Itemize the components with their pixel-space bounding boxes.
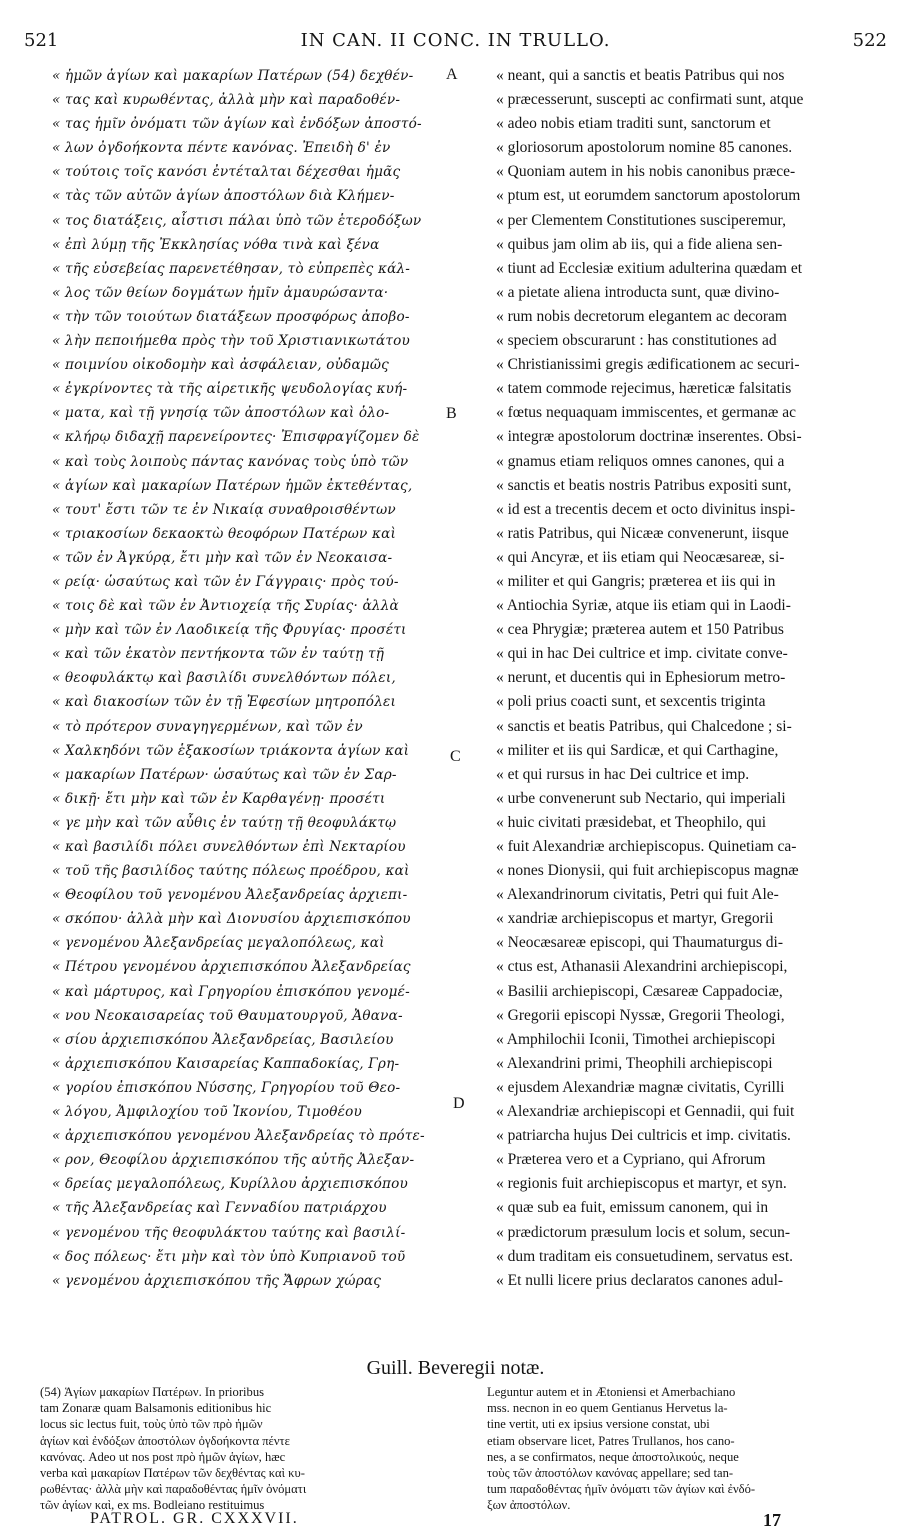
greek-text-line: « τοις δὲ καὶ τῶν ἐν Ἀντιοχείᾳ τῆς Συρίας· ἀλλὰ: [52, 598, 399, 615]
latin-text-line: « Amphilochii Iconii, Timothei archiepiscopi: [496, 1030, 776, 1048]
latin-text-line: « et qui rursus in hac Dei cultrice et imp.: [496, 765, 750, 783]
page-footer: [90, 1510, 781, 1532]
notes-right-column: [487, 1384, 882, 1514]
latin-text-line: « dum traditam eis consuetudinem, servatus est.: [496, 1247, 794, 1265]
latin-text-line: « regionis fuit archiepiscopus et martyr, et syn.: [496, 1175, 787, 1193]
note-line: ρωθέντας· ἀλλὰ μὴν καὶ παραδοθέντας ἡμῖν ὀνόματι: [40, 1482, 307, 1497]
latin-text-line: « urbe convenerunt sub Nectario, qui imperiali: [496, 789, 786, 807]
greek-text-line: « ματα, καὶ τῇ γνησίᾳ τῶν ἀποστόλων καὶ ὁλο-: [52, 405, 390, 422]
latin-text-line: « Alexandrini primi, Theophili archiepiscopi: [496, 1054, 773, 1072]
greek-text-line: « γε μὴν καὶ τῶν αὖθις ἐν ταύτῃ τῇ θεοφυλάκτῳ: [52, 814, 397, 831]
greek-text-line: « ἀρχιεπισκόπου γενομένου Ἀλεξανδρείας τὸ πρότε-: [52, 1128, 425, 1145]
note-line: tum παραδοθέντας ἡμῖν ὀνόματι τῶν ἁγίων καὶ ἐνδό-: [487, 1482, 756, 1497]
greek-text-line: « ἀρχιεπισκόπου Καισαρείας Καππαδοκίας, Γρη-: [52, 1055, 400, 1072]
note-line: tam Zonaræ quam Balsamonis editionibus hic: [40, 1401, 272, 1416]
greek-text-line: « Πέτρου γενομένου ἀρχιεπισκόπου Ἀλεξανδρείας: [52, 959, 411, 976]
latin-text-line: « ctus est, Athanasii Alexandrini archiepiscopi,: [496, 958, 788, 976]
latin-text-line: « qui Ancyræ, et iis etiam qui Neocæsareæ, si-: [496, 548, 785, 566]
greek-text-column: [52, 64, 458, 1293]
greek-text-line: « τῶν ἐν Ἀγκύρᾳ, ἔτι μὴν καὶ τῶν ἐν Νεοκαισα-: [52, 549, 393, 566]
section-marker-c: C: [450, 748, 461, 765]
latin-text-line: « ratis Patribus, qui Nicææ convenerunt, iisque: [496, 524, 789, 542]
greek-text-line: « λὴν πεποιήμεθα πρὸς τὴν τοῦ Χριστιανικωτάτου: [52, 333, 410, 350]
latin-text-line: « rum nobis decretorum elegantem ac decoram: [496, 307, 787, 325]
latin-text-line: « ejusdem Alexandriæ magnæ civitatis, Cyrilli: [496, 1078, 785, 1096]
latin-text-line: « prædictorum præsulum locis et solum, secun-: [496, 1223, 791, 1241]
latin-text-line: « Alexandrinorum civitatis, Petri qui fuit Ale-: [496, 886, 779, 904]
latin-text-line: « cea Phrygiæ; præterea autem et 150 Patribus: [496, 621, 784, 639]
greek-text-line: « καὶ τῶν ἑκατὸν πεντήκοντα τῶν ἐν ταύτῃ τῇ: [52, 646, 385, 663]
running-header: [24, 30, 887, 64]
note-line: etiam observare licet, Patres Trullanos, hos cano-: [487, 1433, 735, 1448]
greek-text-line: « τας ἡμῖν ὀνόματι τῶν ἁγίων καὶ ἐνδόξων ἀποστό-: [52, 116, 422, 133]
note-line: τοὺς τῶν ἀποστόλων κανόνας appellare; sed tan-: [487, 1465, 734, 1480]
latin-text-line: « id est a trecentis decem et octo divinitus inspi-: [496, 500, 796, 518]
greek-text-line: « καὶ τοὺς λοιποὺς πάντας κανόνας τοὺς ὑπὸ τῶν: [52, 453, 409, 470]
greek-text-line: « ποιμνίου οἰκοδομὴν καὶ ἀσφάλειαν, οὐδαμῶς: [52, 357, 390, 374]
page-number-left: 521: [24, 30, 59, 51]
latin-text-line: « poli prius coacti sunt, et sexcentis triginta: [496, 693, 766, 711]
greek-text-line: « τῆς εὐσεβείας παρενετέθησαν, τὸ εὐπρεπὲς κάλ-: [52, 260, 411, 277]
greek-text-line: « ἡμῶν ἁγίων καὶ μακαρίων Πατέρων (54) δεχθέν-: [52, 68, 414, 84]
latin-text-line: « Neocæsareæ episcopi, qui Thaumaturgus di-: [496, 934, 783, 952]
latin-text-line: « nones Dionysii, qui fuit archiepiscopus magnæ: [496, 862, 799, 880]
greek-text-line: « Θεοφίλου τοῦ γενομένου Ἀλεξανδρείας ἀρχιεπι-: [52, 887, 408, 904]
greek-text-line: « τριακοσίων δεκαοκτὼ θεοφόρων Πατέρων καὶ: [52, 525, 396, 542]
greek-text-line: « τὴν τῶν τοιούτων διατάξεων προσφόρως ἀποβο-: [52, 308, 410, 325]
latin-text-line: « Præterea vero et a Cypriano, qui Afrorum: [496, 1151, 766, 1169]
greek-text-line: « ἁγίων καὶ μακαρίων Πατέρων ἡμῶν ἐκτεθέντας,: [52, 477, 413, 494]
greek-text-line: « θεοφυλάκτῳ καὶ βασιλίδι συνελθόντων πόλει,: [52, 670, 396, 687]
greek-text-line: « Χαλκηδόνι τῶν ἑξακοσίων τριάκοντα ἁγίων καὶ: [52, 742, 410, 759]
latin-text-line: « præcesserunt, suscepti ac confirmati sunt, atque: [496, 91, 804, 109]
latin-text-line: « Et nulli licere prius declaratos canones adul-: [496, 1271, 784, 1289]
note-line: locus sic lectus fuit, τοὺς ὑπὸ τῶν πρὸ ἡμῶν: [40, 1417, 263, 1432]
section-marker-a: A: [446, 66, 458, 83]
latin-text-line: « Alexandriæ archiepiscopi et Gennadii, qui fuit: [496, 1103, 795, 1121]
greek-text-line: « λων ὀγδοήκοντα πέντε κανόνας. Ἐπειδὴ δ' ἐν: [52, 140, 391, 157]
latin-text-line: « integræ apostolorum doctrinæ inserentes. Obsi-: [496, 428, 802, 446]
greek-text-line: « τὰς τῶν αὐτῶν ἁγίων ἀποστόλων διὰ Κλήμεν-: [52, 188, 395, 205]
latin-text-line: « fœtus nequaquam immiscentes, et germanæ ac: [496, 404, 797, 422]
greek-text-line: « καὶ βασιλίδι πόλει συνελθόντων ἐπὶ Νεκταρίου: [52, 839, 406, 855]
latin-text-line: « Christianissimi gregis ædificationem ac securi-: [496, 356, 800, 374]
section-marker-d: D: [453, 1095, 465, 1112]
greek-text-line: « δος πόλεως· ἔτι μὴν καὶ τὸν ὑπὸ Κυπριανοῦ τοῦ: [52, 1248, 406, 1265]
note-line: nes, a se confirmatos, neque ἀποστολικούς, neque: [487, 1449, 739, 1464]
greek-text-line: « λος τῶν θείων δογμάτων ἡμῖν ἀμαυρώσαντα·: [52, 284, 389, 301]
note-line: mss. necnon in eo quem Gentianus Hervetus la-: [487, 1401, 728, 1416]
greek-text-line: « μὴν καὶ τῶν ἐν Λαοδικείᾳ τῆς Φρυγίας· προσέτι: [52, 622, 407, 639]
latin-text-line: « speciem obscurarunt : has constitutiones ad: [496, 332, 777, 350]
series-signature: PATROL. GR. CXXXVII.: [90, 1510, 299, 1527]
greek-text-line: « τουτ' ἔστι τῶν τε ἐν Νικαίᾳ συναθροισθέντων: [52, 501, 396, 518]
latin-text-line: « sanctis et beatis Patribus, qui Chalcedone ; si-: [496, 717, 792, 735]
greek-text-line: « γενομένου Ἀλεξανδρείας μεγαλοπόλεως, καὶ: [52, 935, 385, 952]
greek-text-line: « καὶ διακοσίων τῶν ἐν τῇ Ἐφεσίων μητροπόλει: [52, 694, 397, 711]
latin-text-line: « fuit Alexandriæ archiepiscopus. Quinetiam ca-: [496, 838, 797, 855]
greek-text-line: « τούτοις τοῖς κανόσι ἐντέταλται δέχεσθαι ἡμᾶς: [52, 164, 401, 181]
signature-number: 17: [763, 1510, 781, 1530]
latin-text-line: « tiunt ad Ecclesiæ exitium adulterina quædam et: [496, 259, 803, 277]
greek-text-line: « ἐγκρίνοντες τὰ τῆς αἱρετικῆς ψευδολογίας κυή-: [52, 381, 408, 398]
latin-text-line: « ptum est, ut eorumdem sanctorum apostolorum: [496, 187, 801, 205]
greek-text-line: « σκόπου· ἀλλὰ μὴν καὶ Διονυσίου ἀρχιεπισκόπου: [52, 911, 411, 928]
greek-text-line: « καὶ μάρτυρος, καὶ Γρηγορίου ἐπισκόπου γενομέ-: [52, 983, 410, 1000]
greek-text-line: « δρείας μεγαλοπόλεως, Κυρίλλου ἀρχιεπισκόπου: [52, 1176, 408, 1193]
latin-text-line: « militer et iis qui Sardicæ, et qui Carthagine,: [496, 741, 779, 759]
latin-text-column: [496, 64, 881, 1293]
note-line: κανόνας. Adeo ut nos post πρὸ ἡμῶν ἁγίων, hæc: [40, 1449, 286, 1464]
note-line: tine vertit, uti ex ipsius versione constat, ubi: [487, 1417, 710, 1432]
latin-text-line: « Antiochia Syriæ, atque iis etiam qui in Laodi-: [496, 597, 791, 615]
latin-text-line: « huic civitati præsidebat, et Theophilo, qui: [496, 813, 767, 831]
latin-text-line: « quæ sub ea fuit, emissum canonem, qui in: [496, 1199, 769, 1217]
latin-text-line: « qui in hac Dei cultrice et imp. civitate conve-: [496, 645, 788, 663]
greek-text-line: « ἐπὶ λύμῃ τῆς Ἐκκλησίας νόθα τινὰ καὶ ξένα: [52, 236, 380, 253]
latin-text-line: « gloriosorum apostolorum nomine 85 canones.: [496, 139, 793, 157]
latin-text-line: « Quoniam autem in his nobis canonibus præce-: [496, 163, 796, 181]
latin-text-line: « tatem commode rejecimus, hæreticæ falsitatis: [496, 380, 792, 398]
latin-text-line: « militer et qui Gangris; præterea et iis qui in: [496, 572, 776, 590]
latin-text-line: « gnamus etiam reliquos omnes canones, qui a: [496, 452, 785, 470]
greek-text-line: « τῆς Ἀλεξανδρείας καὶ Γενναδίου πατριάρχου: [52, 1200, 387, 1217]
greek-text-line: « τὸ πρότερον συναγηγερμένων, καὶ τῶν ἐν: [52, 718, 363, 735]
latin-text-line: « quibus jam olim ab iis, qui a fide aliena sen-: [496, 235, 783, 253]
greek-text-line: « τοῦ τῆς βασιλίδος ταύτης πόλεως προέδρου, καὶ: [52, 863, 410, 880]
greek-text-line: « τας καὶ κυρωθέντας, ἀλλὰ μὴν καὶ παραδοθέν-: [52, 92, 401, 109]
greek-text-line: « νου Νεοκαισαρείας τοῦ Θαυματουργοῦ, Ἀθανα-: [52, 1007, 403, 1024]
notes-heading: Guill. Beveregii notæ.: [366, 1357, 545, 1379]
latin-text-line: « adeo nobis etiam traditi sunt, sanctorum et: [496, 115, 771, 133]
latin-text-line: « Gregorii episcopi Nyssæ, Gregorii Theologi,: [496, 1006, 785, 1024]
latin-text-line: « Basilii archiepiscopi, Cæsareæ Cappadociæ,: [496, 982, 783, 1000]
page-number-right: 522: [852, 30, 887, 51]
latin-text-line: « xandriæ archiepiscopus et martyr, Gregorii: [496, 910, 774, 928]
greek-text-line: « γενομένου τῆς θεοφυλάκτου ταύτης καὶ βασιλί-: [52, 1224, 406, 1241]
greek-text-line: « ρείᾳ· ὡσαύτως καὶ τῶν ἐν Γάγγραις· πρὸς τού-: [52, 573, 399, 590]
note-line: (54) Ἁγίων μακαρίων Πατέρων. In prioribus: [40, 1385, 265, 1399]
greek-text-line: « γορίου ἐπισκόπου Νύσσης, Γρηγορίου τοῦ Θεο-: [52, 1079, 401, 1096]
note-line: Leguntur autem et in Ætoniensi et Amerbachiano: [487, 1385, 736, 1399]
greek-text-line: « γενομένου ἀρχιεπισκόπου τῆς Ἄφρων χώρας: [52, 1272, 382, 1289]
latin-text-line: « sanctis et beatis nostris Patribus expositi sunt,: [496, 476, 792, 494]
section-marker-b: B: [446, 405, 457, 422]
note-line: ξων ἀποστόλων.: [487, 1498, 571, 1513]
greek-text-line: « λόγου, Ἀμφιλοχίου τοῦ Ἰκονίου, Τιμοθέου: [52, 1104, 362, 1121]
latin-text-line: « a pietate aliena introducta sunt, quæ divino-: [496, 283, 780, 301]
greek-text-line: « μακαρίων Πατέρων· ὡσαύτως καὶ τῶν ἐν Σαρ-: [52, 766, 397, 783]
latin-text-line: « per Clementem Constitutiones susciperemur,: [496, 211, 786, 229]
latin-text-line: « nerunt, et ducentis qui in Ephesiorum metro-: [496, 669, 786, 687]
note-line: ἁγίων καὶ ἐνδόξων ἀποστόλων ὀγδοήκοντα πέντε: [40, 1433, 290, 1448]
note-line: τῶν ἁγίων καὶ, ex ms. Bodleiano restituimus: [40, 1498, 265, 1513]
note-line: verba καὶ μακαρίων Πατέρων τῶν δεχθέντας καὶ κυ-: [40, 1465, 305, 1480]
greek-text-line: « τος διατάξεις, αἷστισι πάλαι ὑπὸ τῶν ἑτεροδόξων: [52, 212, 422, 229]
latin-text-line: « patriarcha hujus Dei cultricis et imp. civitatis.: [496, 1127, 791, 1145]
running-title: IN CAN. II CONC. IN TRULLO.: [300, 30, 611, 51]
greek-text-line: « σίου ἀρχιεπισκόπου Ἀλεξανδρείας, Βασιλείου: [52, 1031, 394, 1048]
greek-text-line: « κλήρῳ διδαχῇ παρενείροντες· Ἐπισφραγίζομεν δὲ: [52, 429, 420, 446]
latin-text-line: « neant, qui a sanctis et beatis Patribus qui nos: [496, 67, 785, 84]
notes-left-column: [40, 1384, 460, 1514]
greek-text-line: « δικῇ· ἔτι μὴν καὶ τῶν ἐν Καρθαγένῃ· προσέτι: [52, 790, 386, 807]
greek-text-line: « ρον, Θεοφίλου ἀρχιεπισκόπου τῆς αὐτῆς Ἀλεξαν-: [52, 1152, 415, 1169]
